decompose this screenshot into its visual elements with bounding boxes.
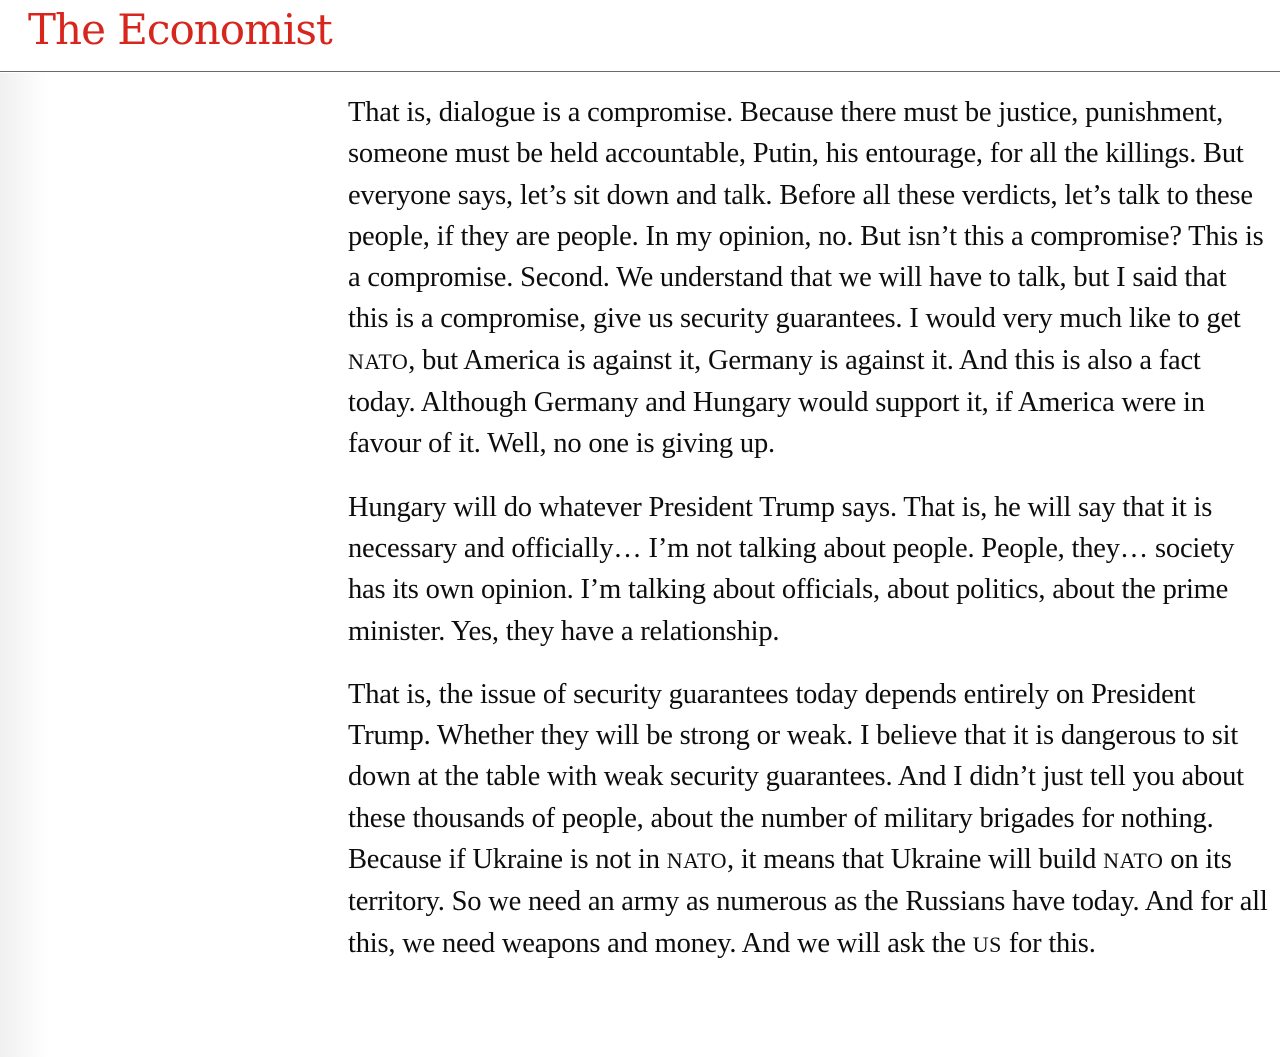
acronym-nato: NATO [666,848,727,874]
paragraph-3 [348,674,1268,965]
paragraph-3-text-c: on its territory. So we need an army as numerous as the Russians have today. And for all this, we need weapons and money. And we will ask the [348,844,1268,959]
paragraph-1-text-b: , but America is against it, Germany is against it. And this is also a fact today. Although Germany and Hungary would support it, if America were in favour of it. Well, no one is giving up. [348,344,1205,460]
paragraph-3-text-b: , it means that Ukraine will build [726,844,1104,876]
economist-logo[interactable]: The Economist [28,5,332,54]
acronym-nato: NATO [1103,848,1164,874]
paragraph-1 [348,92,1268,465]
paragraph-3-text-a: That is, the issue of security guarantees today depends entirely on President Trump. Whether they will be strong or weak. I believe that it is dangerous to sit down at the table with weak security guarantees. And I didn’t just tell you about these thousands of people, about the number of military brigades for nothing. Because if Ukraine is not in [348,678,1244,876]
paragraph-1-text-a: That is, dialogue is a compromise. Because there must be justice, punishment, someone must be held accountable, Putin, his entourage, for all the killings. But everyone says, let’s sit down and talk. Before all these verdicts, let’s talk to these people, if they are people. In my opinion, no. But isn’t this a compromise? This is a compromise. Second. We understand that we will have to talk, but I said that this is a compromise, give us security guarantees. I would very much like to get [348,97,1264,335]
paragraph-2: Hungary will do whatever President Trump says. That is, he will say that it is necessary and officially… I’m not talking about people. People, they… society has its own opinion. I’m talking about officials, about politics, about the prime minister. Yes, they have a relationship. [348,491,1235,647]
site-header [0,0,1280,72]
paragraph-3-text-d: for this. [1001,927,1096,959]
acronym-nato: NATO [348,348,409,374]
article-body [348,92,1268,987]
left-margin-shadow [0,73,48,1057]
acronym-us: US [972,931,1002,957]
